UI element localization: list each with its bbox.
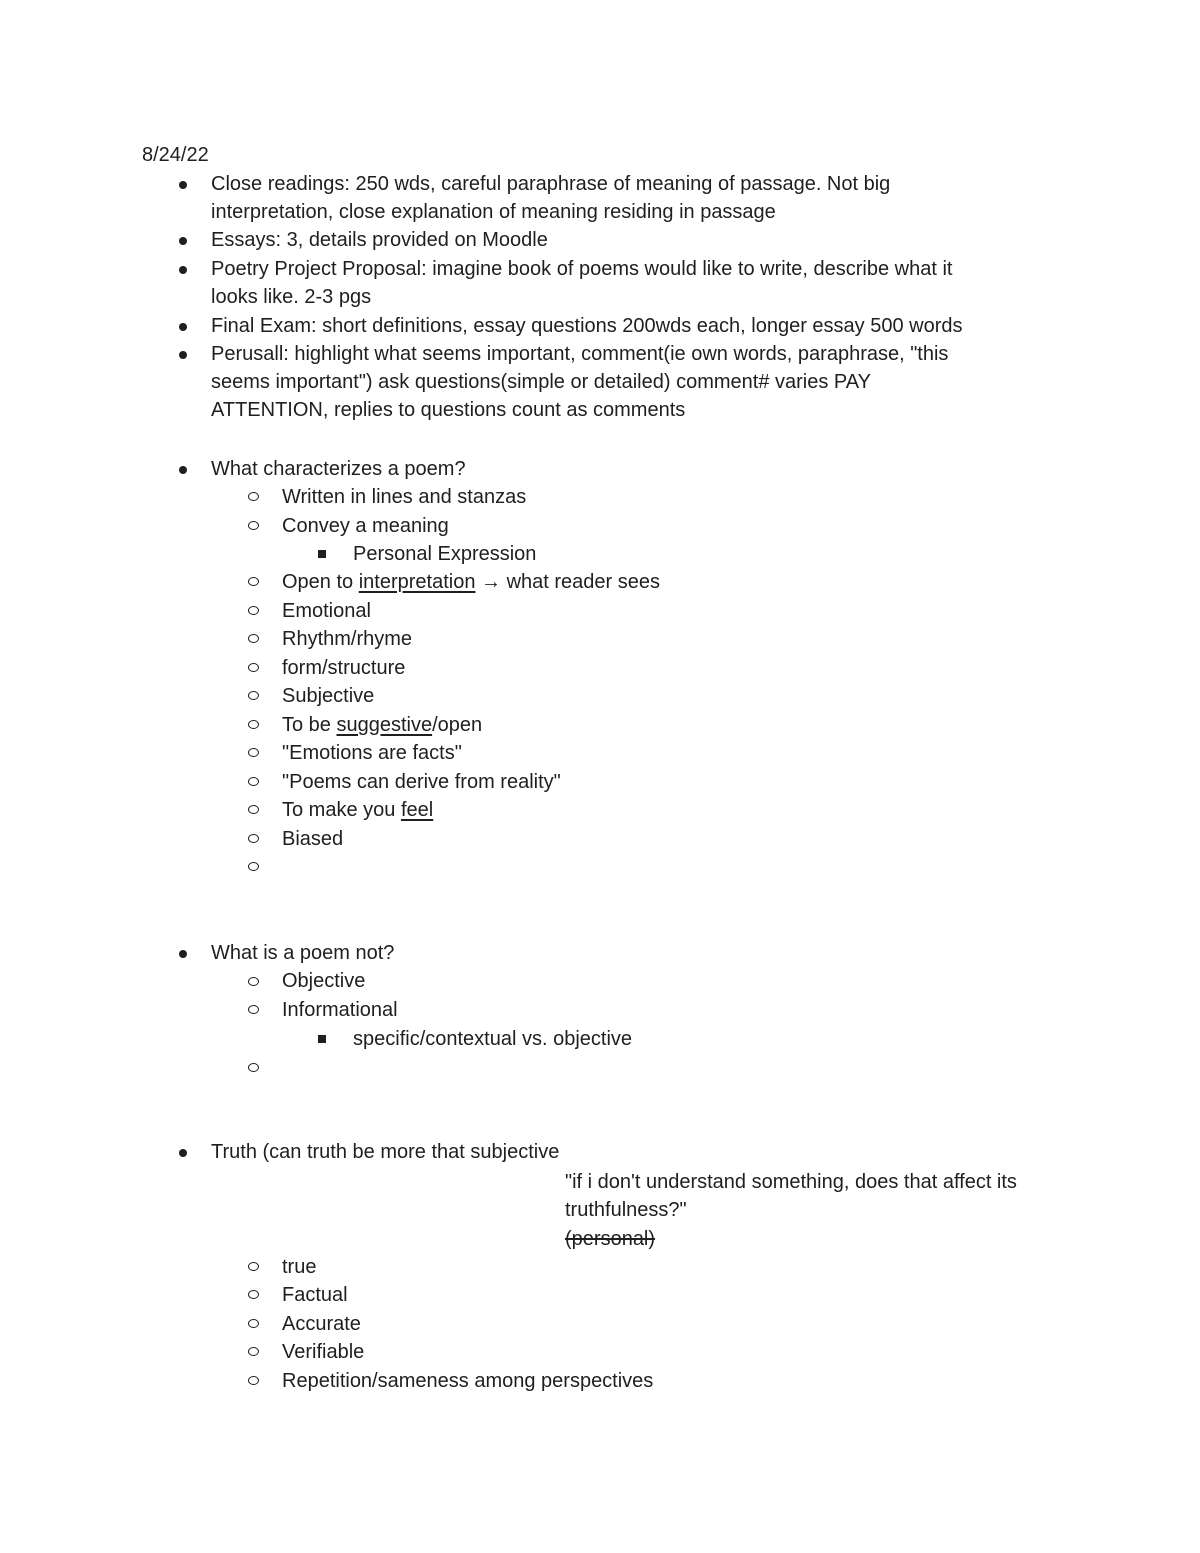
char-derive-reality: "Poems can derive from reality"	[282, 771, 561, 793]
truth-heading: Truth (can truth be more that subjective	[211, 1141, 560, 1163]
item-perusall-cont: seems important") ask questions(simple or detailed) comment# varies PAY	[211, 371, 871, 393]
bullet-circle	[248, 977, 259, 986]
bullet-circle	[248, 634, 259, 643]
bullet-dot	[179, 266, 187, 274]
bullet-circle	[248, 1319, 259, 1328]
not-poem-heading: What is a poem not?	[211, 942, 395, 964]
char-emotional: Emotional	[282, 600, 371, 622]
bullet-circle	[248, 805, 259, 814]
truth-true: true	[282, 1256, 317, 1278]
date-heading: 8/24/22	[142, 144, 209, 166]
not-specific-contextual: specific/contextual vs. objective	[353, 1028, 633, 1050]
char-rhythm: Rhythm/rhyme	[282, 628, 413, 650]
char-make-you-feel	[282, 796, 433, 824]
bullet-dot	[179, 950, 187, 958]
text-segment: To be	[282, 714, 337, 736]
bullet-dot	[179, 1149, 187, 1157]
item-close-readings-cont: interpretation, close explanation of meaning residing in passage	[211, 201, 776, 223]
text-segment: → what reader sees	[475, 571, 660, 593]
bullet-circle	[248, 577, 259, 586]
bullet-circle	[248, 720, 259, 729]
item-final-exam: Final Exam: short definitions, essay questions 200wds each, longer essay 500 words	[211, 315, 963, 337]
char-emotions-facts: "Emotions are facts"	[282, 742, 462, 764]
bullet-circle	[248, 1376, 259, 1385]
text-segment: /open	[432, 714, 483, 736]
bullet-dot	[179, 181, 187, 189]
item-poetry-project-cont: looks like. 2-3 pgs	[211, 286, 372, 308]
bullet-square	[318, 550, 326, 558]
char-open-to-interpretation	[282, 568, 660, 596]
bullet-circle	[248, 691, 259, 700]
item-poetry-project: Poetry Project Proposal: imagine book of poems would like to write, describe what it	[211, 258, 953, 280]
bullet-circle	[248, 1005, 259, 1014]
char-subjective: Subjective	[282, 685, 375, 707]
char-biased: Biased	[282, 828, 344, 850]
underlined-word: feel	[400, 799, 434, 821]
bullet-circle	[248, 492, 259, 501]
bullet-circle	[248, 1290, 259, 1299]
underlined-word: interpretation	[358, 571, 476, 593]
item-perusall-cont-2: ATTENTION, replies to questions count as comments	[211, 399, 686, 421]
truth-verifiable: Verifiable	[282, 1341, 365, 1363]
not-objective: Objective	[282, 970, 366, 992]
truth-quote: "if i don't understand something, does that affect its	[565, 1171, 1017, 1193]
bullet-circle	[248, 606, 259, 615]
truth-quote-cont: truthfulness?"	[565, 1199, 687, 1221]
bullet-dot	[179, 351, 187, 359]
item-close-readings: Close readings: 250 wds, careful paraphrase of meaning of passage. Not big	[211, 173, 891, 195]
text-segment: Open to	[282, 571, 359, 593]
char-suggestive	[282, 711, 482, 739]
item-essays: Essays: 3, details provided on Moodle	[211, 229, 548, 251]
bullet-circle	[248, 663, 259, 672]
bullet-dot	[179, 323, 187, 331]
bullet-dot	[179, 237, 187, 245]
bullet-circle	[248, 834, 259, 843]
bullet-dot	[179, 466, 187, 474]
bullet-square	[318, 1035, 326, 1043]
truth-factual: Factual	[282, 1284, 348, 1306]
char-lines-stanzas: Written in lines and stanzas	[282, 486, 527, 508]
characterizes-heading: What characterizes a poem?	[211, 458, 466, 480]
text-segment: To make you	[282, 799, 401, 821]
char-form: form/structure	[282, 657, 406, 679]
char-personal-expression: Personal Expression	[353, 543, 537, 565]
bullet-circle	[248, 1063, 259, 1072]
bullet-circle	[248, 777, 259, 786]
truth-repetition: Repetition/sameness among perspectives	[282, 1370, 654, 1392]
bullet-circle	[248, 1347, 259, 1356]
truth-personal-strikethrough: (personal)	[565, 1228, 656, 1250]
truth-accurate: Accurate	[282, 1313, 361, 1335]
bullet-circle	[248, 521, 259, 530]
bullet-circle	[248, 1262, 259, 1271]
bullet-circle	[248, 862, 259, 871]
not-informational: Informational	[282, 999, 398, 1021]
underlined-word: suggestive	[336, 714, 433, 736]
bullet-circle	[248, 748, 259, 757]
item-perusall: Perusall: highlight what seems important, comment(ie own words, paraphrase, "this	[211, 343, 949, 365]
char-convey-meaning: Convey a meaning	[282, 515, 449, 537]
